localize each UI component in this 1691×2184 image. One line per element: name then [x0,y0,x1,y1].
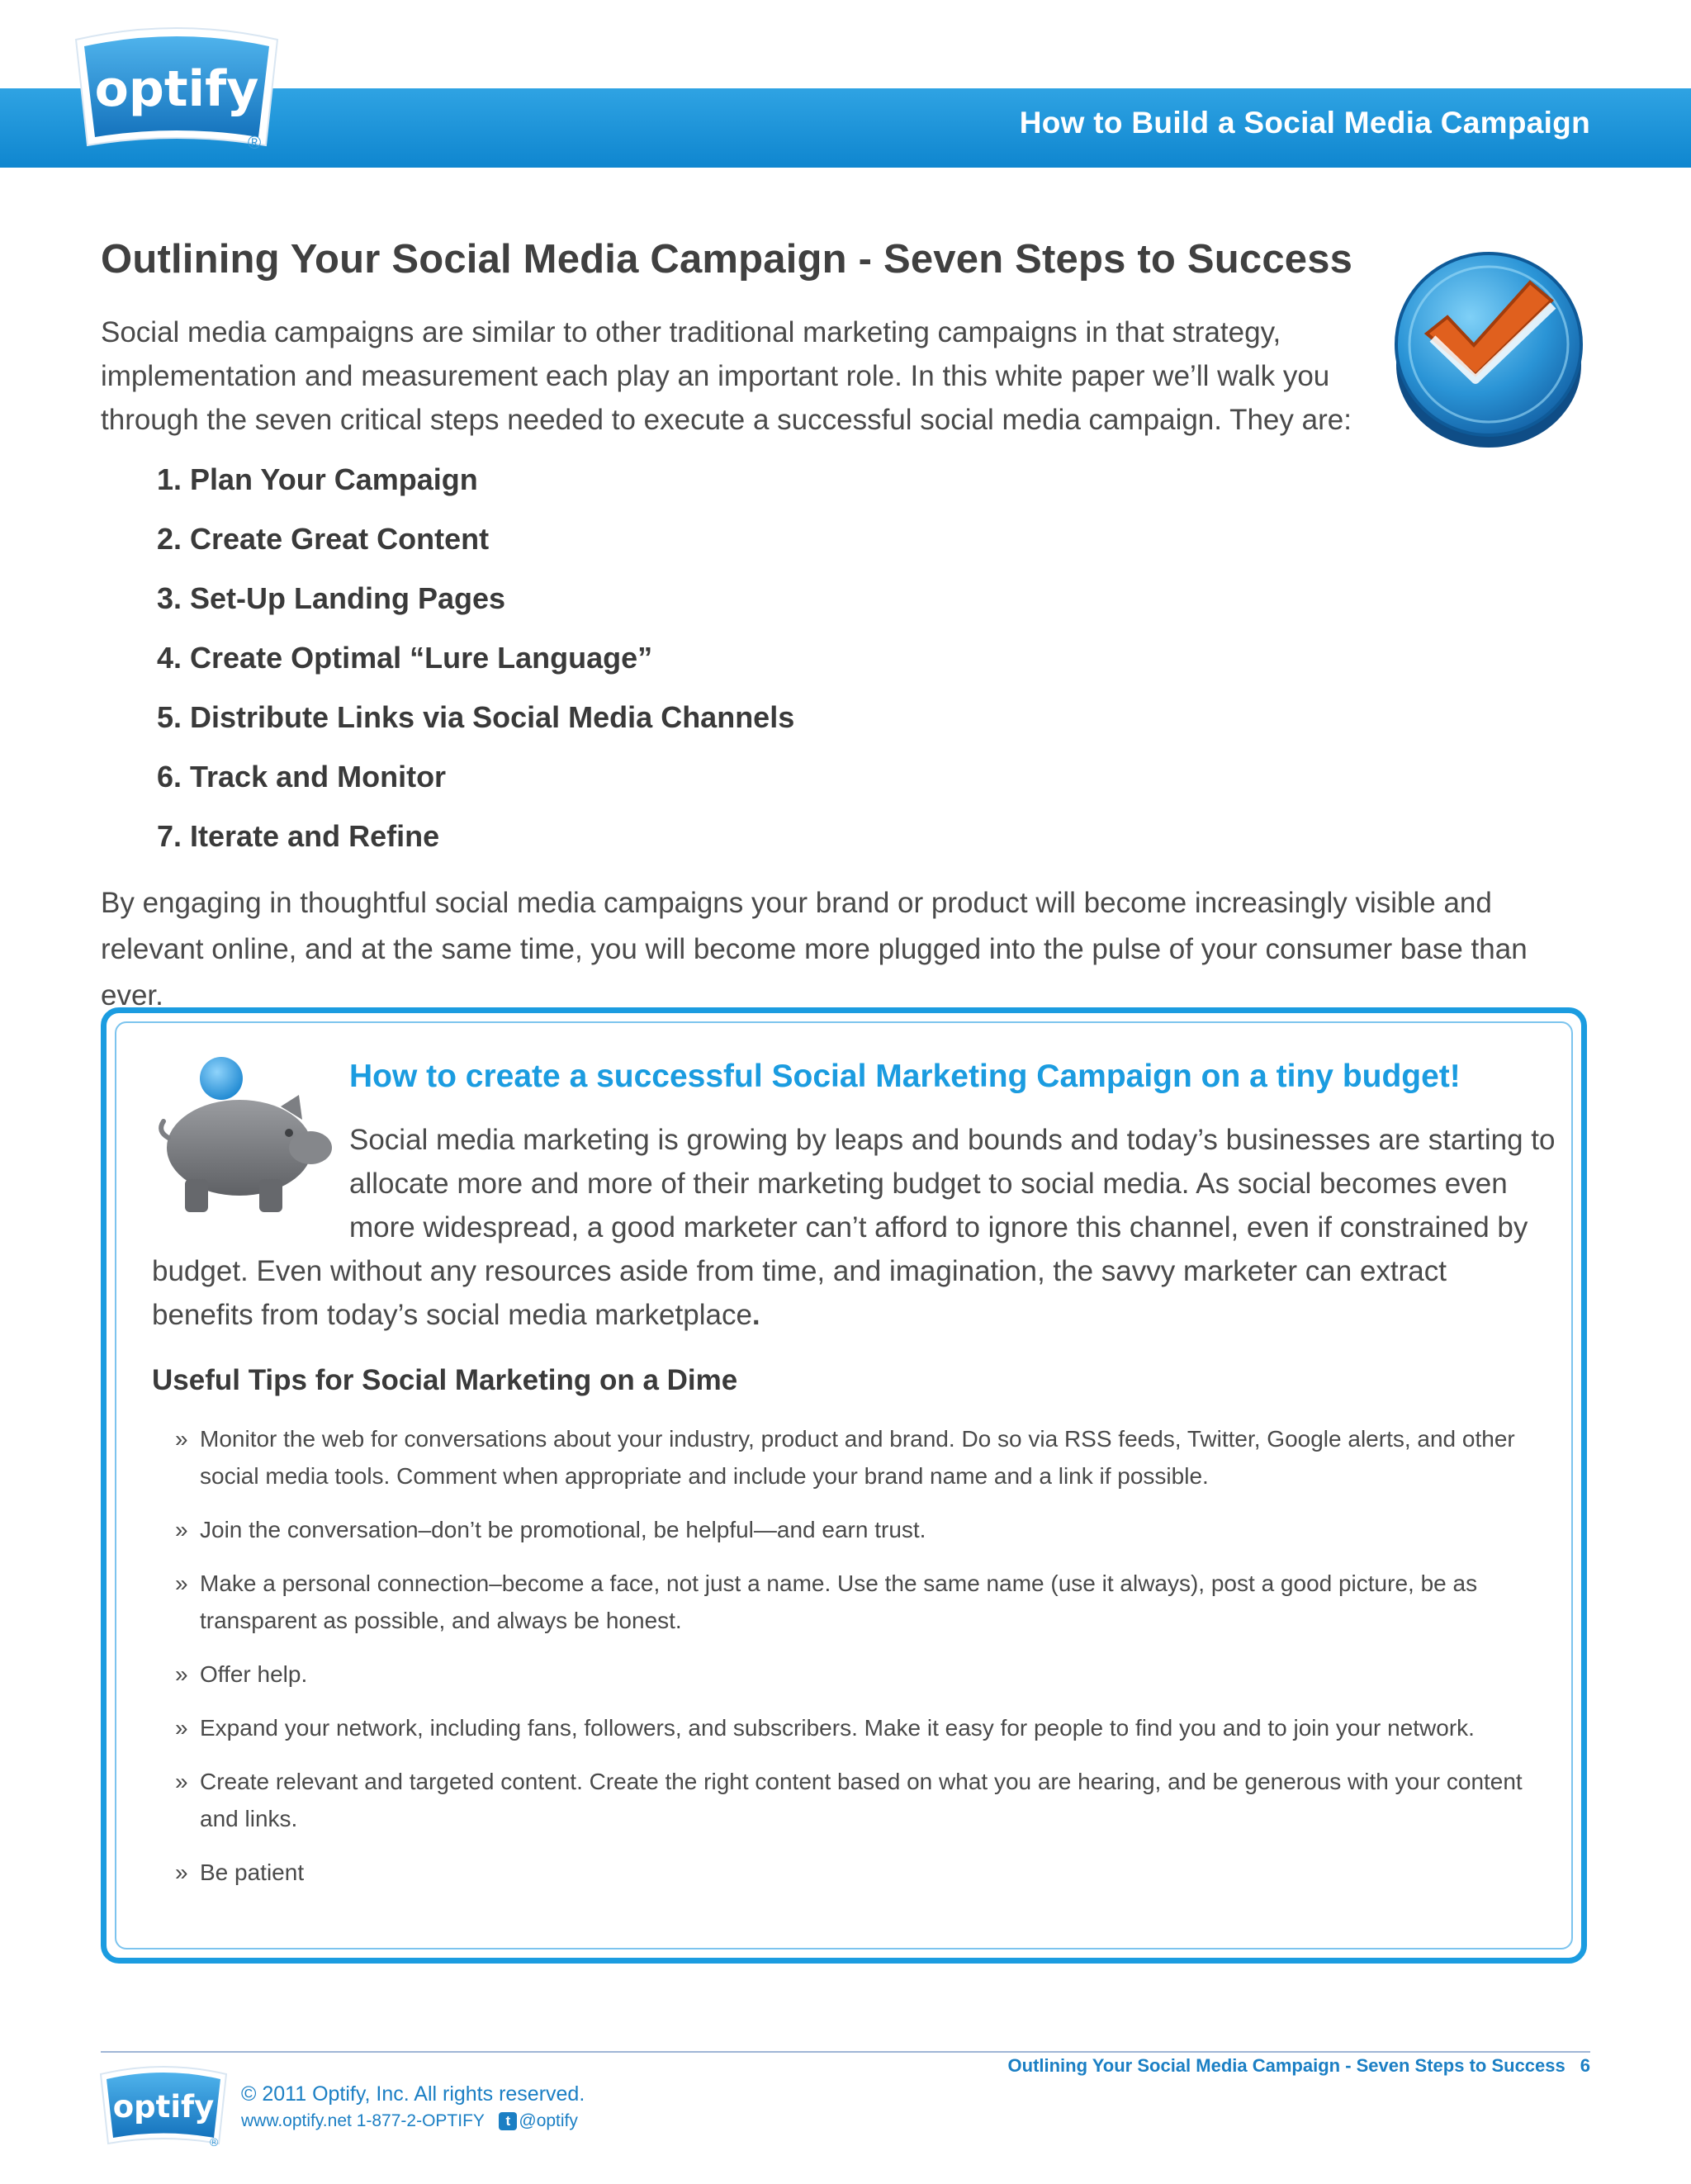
tips-heading: Useful Tips for Social Marketing on a Dime [152,1364,738,1396]
tip-item [175,1763,1537,1837]
step-item: 5. Distribute Links via Social Media Channels [157,700,795,734]
tip-box-paragraph-end: . [751,1299,760,1331]
tip-item [175,1565,1537,1639]
tip-text: Monitor the web for conversations about your industry, product and brand. Do so via RSS feeds, Twitter, Google alerts, and other social media tools. Comment when appropriate and include your brand name and a link if possible. [200,1426,1515,1489]
closing-paragraph: By engaging in thoughtful social media campaigns your brand or product will become increasingly visible and relevant online, and at the same time, you will become more plugged into the pulse of your consumer base than ever. [101,887,1528,1011]
tip-box-paragraph [152,1118,1556,1337]
bullet: » [175,1517,188,1542]
bullet: » [175,1715,188,1741]
header-title: How to Build a Social Media Campaign [1019,106,1590,140]
website-link[interactable]: www.optify.net [241,2111,352,2130]
tip-box-paragraph-text: Social media marketing is growing by leaps and bounds and today’s businesses are starting to allocate more and more of their marketing budget to social media. As social becomes even more widespread, a good marketer can’t afford to ignore this channel, even if constrained by budget. Even without any resources aside from time, and imagination, the savvy marketer can extract benefits from today’s social media marketplace [152,1124,1556,1331]
bullet: » [175,1769,188,1794]
tip-text: Make a personal connection–become a face, not just a name. Use the same name (use it always), post a good picture, be as transparent as possible, and always be honest. [200,1570,1478,1633]
tip-item [175,1709,1537,1746]
tip-box-title: How to create a successful Social Marketing Campaign on a tiny budget! [349,1059,1461,1094]
contact-line [241,2111,578,2131]
tip-item [175,1511,1537,1548]
twitter-handle-link[interactable]: @optify [519,2111,578,2130]
step-item: 6. Track and Monitor [157,760,447,794]
bullet: » [175,1859,188,1885]
tip-item [175,1420,1537,1495]
footer-section-label: Outlining Your Social Media Campaign - Seven Steps to Success [1007,2055,1565,2076]
tip-text: Offer help. [200,1661,308,1687]
tip-item [175,1656,1537,1693]
footer-registered-mark: ® [210,2135,219,2148]
footer-divider [101,2051,1590,2053]
registered-mark: ® [248,132,262,153]
svg-text:optify: optify [112,2089,215,2125]
tip-text: Create relevant and targeted content. Create the right content based on what you are hearing, and be generous with your content and links. [200,1769,1523,1831]
checkmark-badge-icon [1390,241,1588,456]
tips-list [175,1420,1537,1907]
intro-paragraph: Social media campaigns are similar to other traditional marketing campaigns in that strategy, implementation and measurement each play an important role. In this white paper we’ll walk you through the seven critical steps needed to execute a successful social media campaign. They are: [101,316,1352,436]
icon-float-spacer [152,1118,349,1249]
step-item: 1. Plan Your Campaign [157,462,478,496]
bullet: » [175,1570,188,1596]
twitter-icon: t [499,2112,517,2130]
steps-list [157,454,794,870]
step-item: 3. Set-Up Landing Pages [157,581,506,615]
page-number: 6 [1580,2055,1590,2076]
step-item: 4. Create Optimal “Lure Language” [157,641,653,675]
step-item: 7. Iterate and Refine [157,819,440,853]
tip-item [175,1854,1537,1891]
phone-number: 1-877-2-OPTIFY [356,2111,485,2130]
tip-text: Be patient [200,1859,305,1885]
svg-text:optify: optify [94,60,259,118]
footer-section-title [1008,2055,1590,2077]
copyright-text: © 2011 Optify, Inc. All rights reserved. [241,2082,585,2106]
tip-text: Expand your network, including fans, followers, and subscribers. Make it easy for people to find you and to join your network. [200,1715,1475,1741]
bullet: » [175,1661,188,1687]
page-heading: Outlining Your Social Media Campaign - Seven Steps to Success [101,237,1353,282]
bullet: » [175,1426,188,1452]
step-item: 2. Create Great Content [157,522,490,556]
tip-text: Join the conversation–don’t be promotional, be helpful—and earn trust. [200,1517,926,1542]
